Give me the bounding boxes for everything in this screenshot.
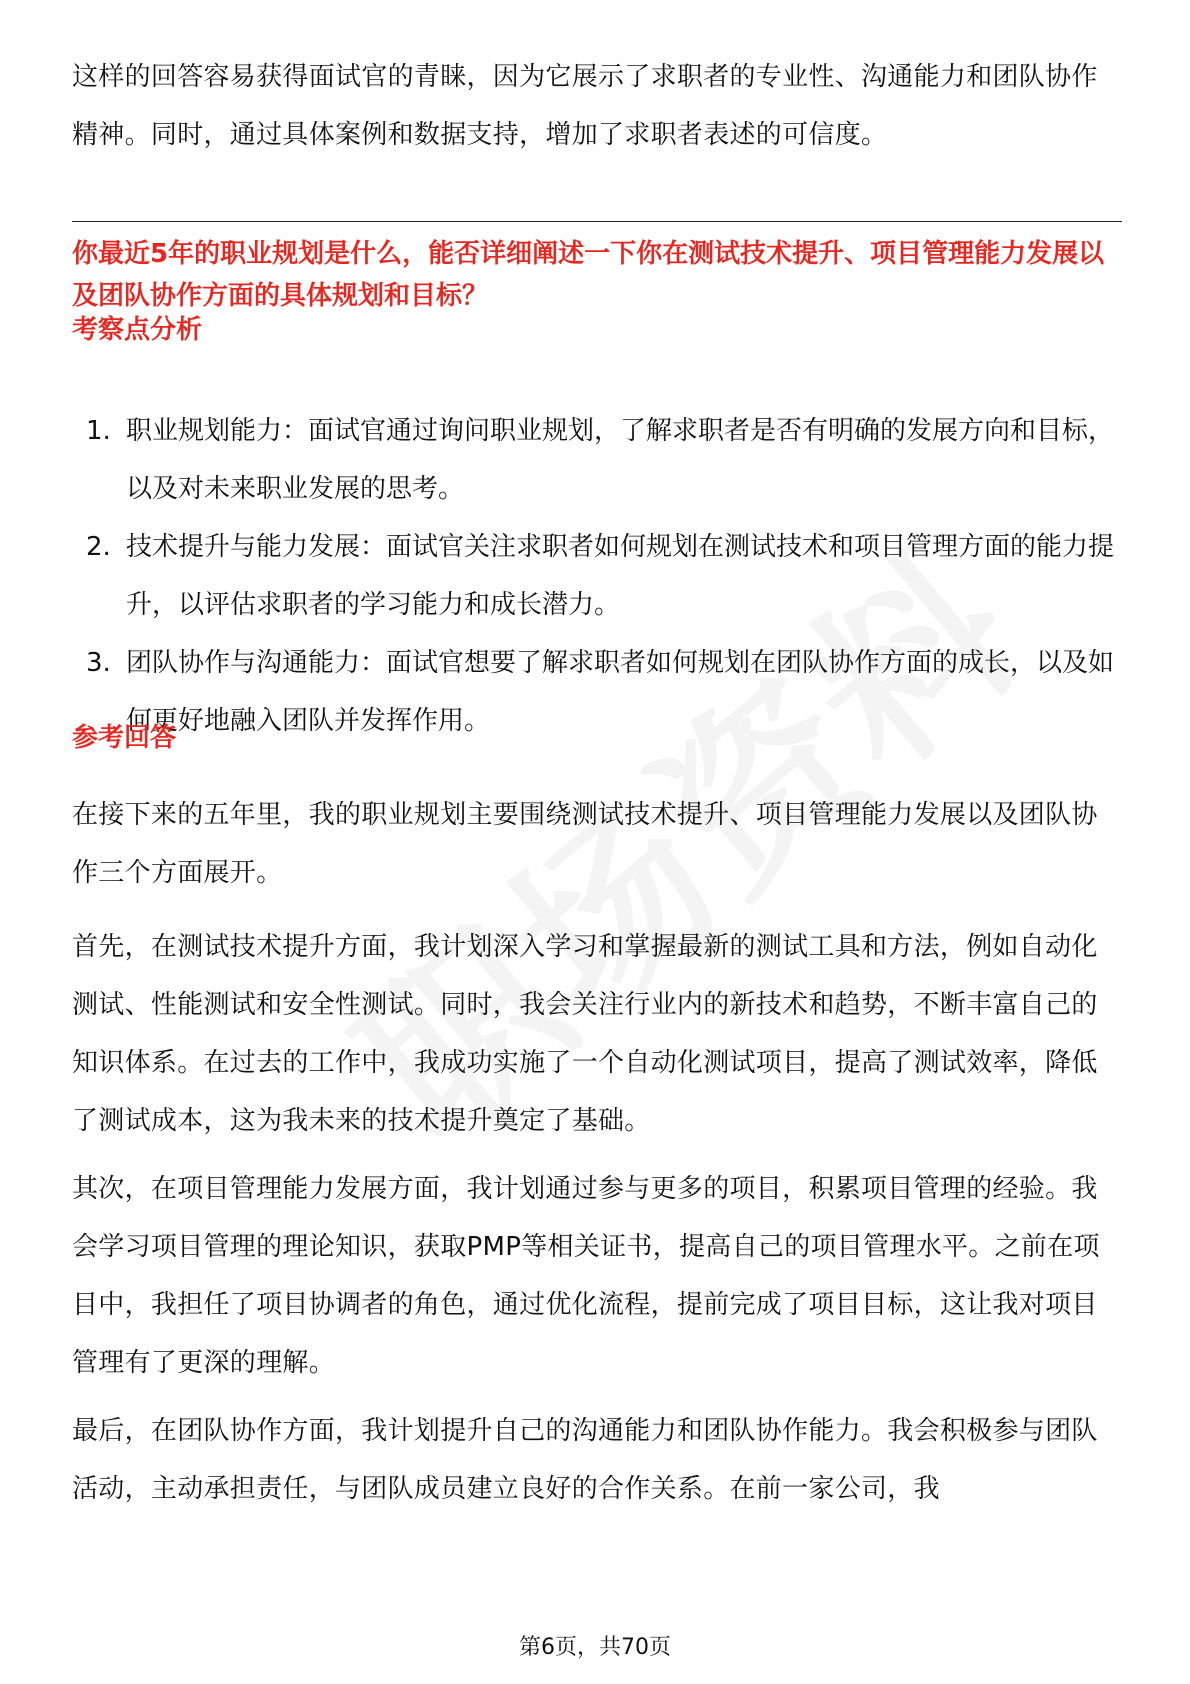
answer-heading: 参考回答 bbox=[72, 723, 177, 753]
answer-paragraph: 在接下来的五年里，我的职业规划主要围绕测试技术提升、项目管理能力发展以及团队协作三个方面展开。 bbox=[72, 800, 1098, 888]
list-item-number: 3. bbox=[86, 648, 111, 678]
answer-paragraph: 最后，在团队协作方面，我计划提升自己的沟通能力和团队协作能力。我会积极参与团队活动，主动承担责任，与团队成员建立良好的合作关系。在前一家公司，我 bbox=[72, 1416, 1098, 1504]
list-item bbox=[72, 634, 1122, 750]
list-item-text: 职业规划能力：面试官通过询问职业规划，了解求职者是否有明确的发展方向和目标，以及对未来职业发展的思考。 bbox=[126, 416, 1115, 504]
list-item-number: 1. bbox=[86, 416, 111, 446]
list-item-text: 团队协作与沟通能力：面试官想要了解求职者如何规划在团队协作方面的成长，以及如何更好地融入团队并发挥作用。 bbox=[126, 648, 1115, 736]
page-number: 第6页，共70页 bbox=[519, 1635, 671, 1660]
analysis-list bbox=[72, 402, 1122, 750]
list-item-number: 2. bbox=[86, 532, 111, 562]
intro-paragraph: 这样的回答容易获得面试官的青睐，因为它展示了求职者的专业性、沟通能力和团队协作精神。同时，通过具体案例和数据支持，增加了求职者表述的可信度。 bbox=[72, 62, 1098, 150]
list-item bbox=[72, 518, 1122, 634]
answer-paragraph: 首先，在测试技术提升方面，我计划深入学习和掌握最新的测试工具和方法，例如自动化测试、性能测试和安全性测试。同时，我会关注行业内的新技术和趋势，不断丰富自己的知识体系。在过去的工作中，我成功实施了一个自动化测试项目，提高了测试效率，降低了测试成本，这为我未来的技术提升奠定了基础。 bbox=[72, 932, 1098, 1136]
interview-question: 你最近5年的职业规划是什么，能否详细阐述一下你在测试技术提升、项目管理能力发展以及团队协作方面的具体规划和目标？ bbox=[72, 239, 1105, 311]
list-item-text: 技术提升与能力发展：面试官关注求职者如何规划在测试技术和项目管理方面的能力提升，以评估求职者的学习能力和成长潜力。 bbox=[126, 532, 1115, 620]
answer-paragraph: 其次，在项目管理能力发展方面，我计划通过参与更多的项目，积累项目管理的经验。我会学习项目管理的理论知识，获取PMP等相关证书，提高自己的项目管理水平。之前在项目中，我担任了项目协调者的角色，通过优化流程，提前完成了项目目标，这让我对项目管理有了更深的理解。 bbox=[72, 1174, 1100, 1378]
analysis-heading: 考察点分析 bbox=[72, 315, 203, 345]
list-item bbox=[72, 402, 1122, 518]
section-divider bbox=[72, 221, 1122, 222]
